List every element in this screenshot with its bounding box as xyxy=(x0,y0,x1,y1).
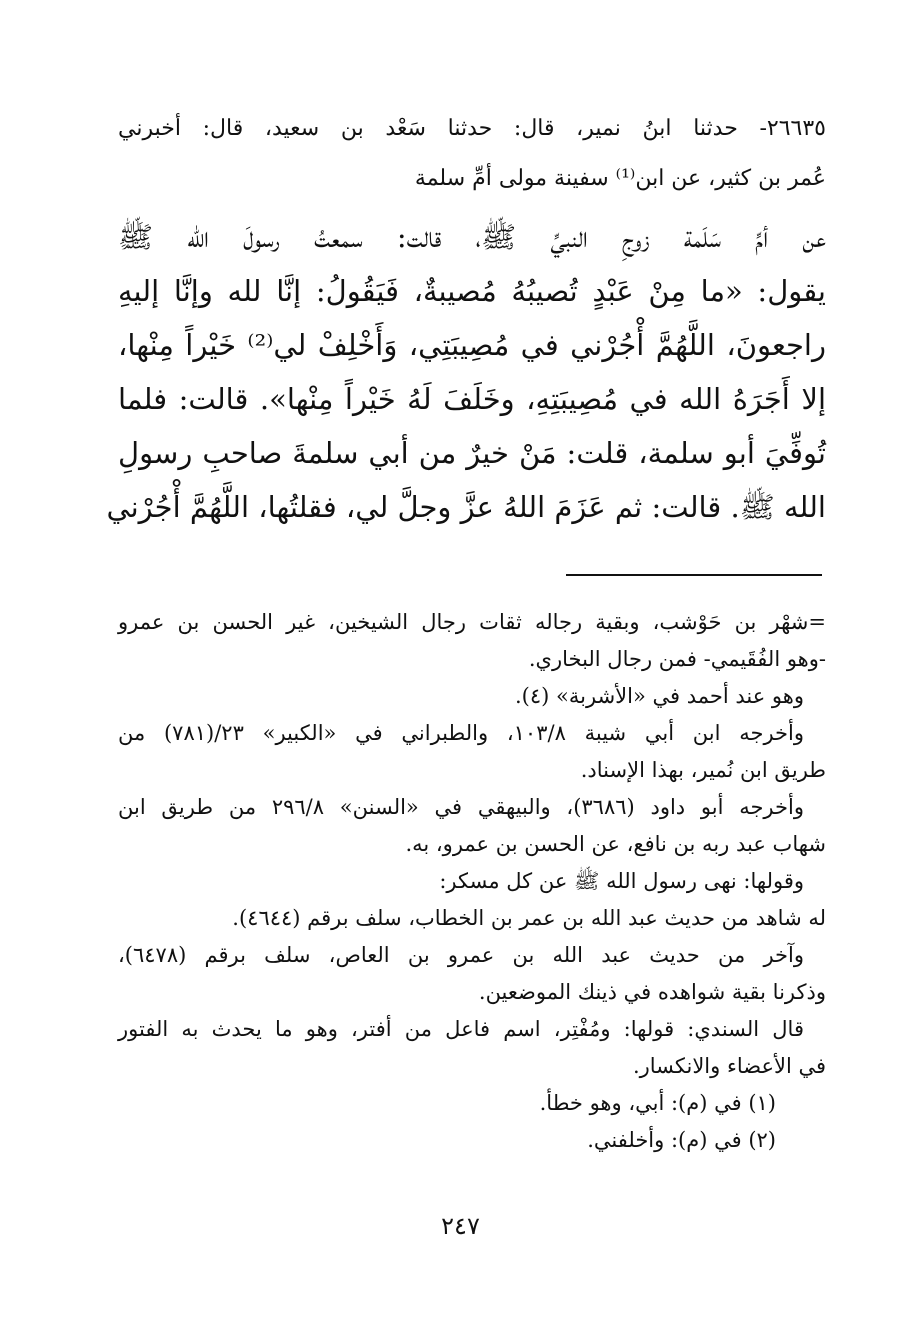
footnote-line: له شاهد من حديث عبد الله بن عمر بن الخطاب، سلف برقم (٤٦٤٤). xyxy=(232,906,826,930)
footnote-line: وذكرنا بقية شواهده في ذينك الموضعين. xyxy=(478,980,826,1004)
footnote-line: -وهو الفُقَيمي- فمن رجال البخاري. xyxy=(528,647,826,671)
footnote-separator xyxy=(566,574,822,576)
footnote-line: وأخرجه أبو داود (٣٦٨٦)، والبيهقي في «السنن» ٢٩٦/٨ من طريق ابن xyxy=(118,795,804,819)
footnote-line: قال السندي: قولها: ومُفْتِر، اسم فاعل من أفتر، وهو ما يحدث به الفتور xyxy=(118,1017,804,1041)
hadith-isnad-line-1: ٢٦٦٣٥- حدثنا ابنُ نمير، قال: حدثنا سَعْد بن سعيد، قال: أخبرني xyxy=(118,116,826,141)
footnote-line: وآخر من حديث عبد الله بن عمرو بن العاص، سلف برقم (٦٤٧٨)، xyxy=(118,943,804,967)
footnote-line: في الأعضاء والانكسار. xyxy=(632,1054,826,1078)
footnote-line: طريق ابن نُمير، بهذا الإسناد. xyxy=(580,758,826,782)
footnote-line: =شهْر بن حَوْشب، وبقية رجاله ثقات رجال الشيخين، غير الحسن بن عمرو xyxy=(118,610,826,634)
hadith-isnad-line-2: عُمر بن كثير، عن ابن⁽¹⁾ سفينة مولى أمِّ سلمة xyxy=(414,166,826,191)
hadith-text-line-6: الله ﷺ. قالت: ثم عَزَمَ اللهُ عزَّ وجلَّ لي، فقلتُها، اللَّهُمَّ أْجُرْني xyxy=(106,490,826,524)
hadith-text-line-5: تُوفِّيَ أبو سلمة، قلت: مَنْ خيرٌ من أبي سلمةَ صاحبِ رسولِ xyxy=(118,436,826,470)
hadith-text-line-3: راجعونَ، اللَّهُمَّ أْجُرْني في مُصِيبَتِي، وَأَخْلِفْ لي⁽²⁾ خَيْراً مِنْها، xyxy=(118,328,826,362)
page-number: ٢٤٧ xyxy=(441,1212,480,1240)
hadith-text-line-1: عن أمِّ سَلَمة زوجِ النبيِّ ﷺ، قالت: سمعتُ رسولَ الله ﷺ xyxy=(118,220,826,254)
hadith-text-line-4: إلا أَجَرَهُ الله في مُصِيبَتِهِ، وخَلَفَ لَهُ خَيْراً مِنْها». قالت: فلما xyxy=(118,382,826,416)
hadith-text-line-2: يقول: «ما مِنْ عَبْدٍ تُصيبُهُ مُصيبةٌ، فَيَقُولُ: إنَّا لله وإنَّا إليهِ xyxy=(118,274,826,308)
footnote-line: وقولها: نهى رسول الله ﷺ عن كل مسكر: xyxy=(439,869,804,893)
footnote-line: وأخرجه ابن أبي شيبة ١٠٣/٨، والطبراني في «الكبير» ٢٣/(٧٨١) من xyxy=(118,721,804,745)
footnote-1: (١) في (م): أبي، وهو خطأ. xyxy=(539,1091,776,1115)
footnote-line: وهو عند أحمد في «الأشربة» (٤). xyxy=(515,684,804,708)
footnote-2: (٢) في (م): وأخلفني. xyxy=(587,1128,776,1152)
hadith-block xyxy=(106,104,826,534)
footnotes xyxy=(118,604,826,1159)
footnote-line: شهاب عبد ربه بن نافع، عن الحسن بن عمرو، به. xyxy=(405,832,826,856)
